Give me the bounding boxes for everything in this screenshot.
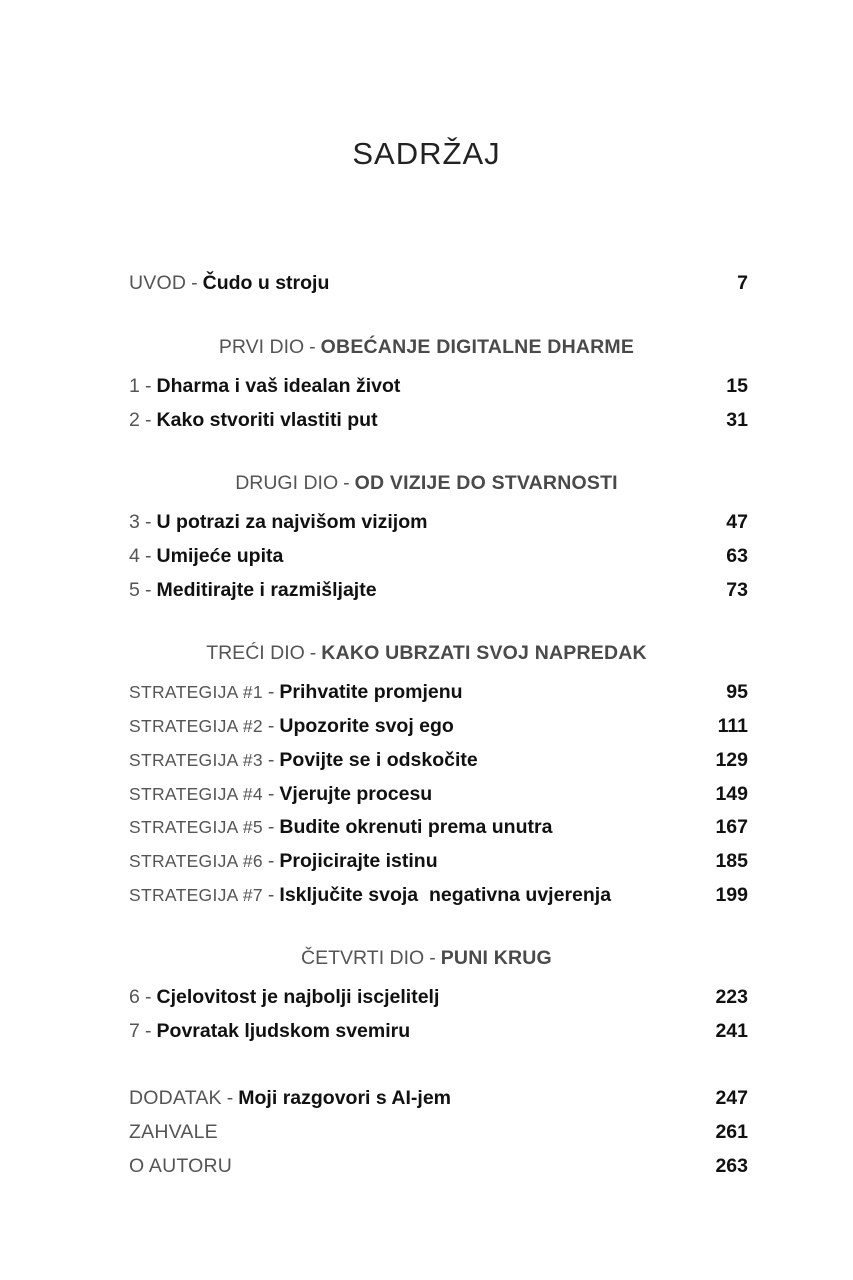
entry-page-number: 111: [717, 715, 748, 737]
entry-prefix: 2: [129, 409, 141, 431]
toc-entry-about-author[interactable]: [129, 1155, 748, 1185]
entry-title: Isključite svoja negativna uvjerenja: [279, 884, 612, 906]
part-heading-3[interactable]: [0, 642, 853, 665]
entry-separator: -: [267, 749, 275, 771]
entry-page-number: 241: [715, 1020, 748, 1042]
entry-prefix: STRATEGIJA #2: [129, 716, 263, 736]
entry-prefix: 7: [129, 1020, 141, 1042]
entry-page-number: 73: [726, 579, 748, 601]
part-title: OBEĆANJE DIGITALNE DHARME: [320, 336, 635, 358]
entry-title: Povijte se i odskočite: [279, 749, 478, 771]
entry-separator: -: [267, 681, 275, 703]
toc-entry-chapter-2[interactable]: [129, 409, 748, 439]
entry-separator: -: [145, 409, 152, 431]
page-title: SADRŽAJ: [352, 136, 501, 171]
entry-title: U potrazi za najvišom vizijom: [156, 511, 428, 533]
entry-title: Projicirajte istinu: [279, 850, 438, 872]
toc-entry-chapter-5[interactable]: [129, 579, 748, 609]
entry-prefix: 4: [129, 545, 141, 567]
entry-prefix: STRATEGIJA #5: [129, 817, 263, 837]
toc-entry-appendix[interactable]: [129, 1087, 748, 1117]
toc-entry-acknowledgements[interactable]: [129, 1121, 748, 1151]
toc-entry-chapter-4[interactable]: [129, 545, 748, 575]
entry-page-number: 95: [726, 681, 748, 703]
part-separator: -: [343, 472, 350, 494]
entry-separator: -: [226, 1087, 234, 1109]
entry-prefix: STRATEGIJA #3: [129, 750, 263, 770]
entry-prefix: O AUTORU: [129, 1155, 233, 1177]
entry-prefix: STRATEGIJA #6: [129, 851, 263, 871]
entry-separator: -: [145, 511, 152, 533]
part-heading-4[interactable]: [0, 947, 853, 970]
entry-title: Upozorite svoj ego: [279, 715, 454, 737]
entry-title: Umijeće upita: [156, 545, 284, 567]
part-label: TREĆI DIO: [206, 642, 305, 664]
entry-page-number: 261: [715, 1121, 748, 1143]
entry-separator: -: [191, 272, 198, 294]
entry-separator: -: [267, 715, 275, 737]
part-title: OD VIZIJE DO STVARNOSTI: [354, 472, 618, 494]
entry-title: Kako stvoriti vlastiti put: [156, 409, 378, 431]
part-separator: -: [309, 642, 317, 664]
entry-page-number: 199: [715, 884, 748, 906]
entry-title: Budite okrenuti prema unutra: [279, 816, 553, 838]
toc-entry-intro[interactable]: [129, 272, 748, 302]
toc-entry-strategy-3[interactable]: [129, 749, 748, 779]
entry-prefix: 6: [129, 986, 141, 1008]
entry-prefix: 5: [129, 579, 141, 601]
entry-page-number: 223: [715, 986, 748, 1008]
toc-entry-strategy-2[interactable]: [129, 715, 748, 745]
part-heading-1[interactable]: [0, 336, 853, 359]
part-separator: -: [429, 947, 436, 969]
part-title: KAKO UBRZATI SVOJ NAPREDAK: [321, 642, 647, 664]
entry-page-number: 247: [715, 1087, 748, 1109]
entry-page-number: 7: [737, 272, 748, 294]
part-label: PRVI DIO: [218, 336, 305, 358]
entry-separator: -: [145, 545, 152, 567]
entry-separator: -: [145, 579, 152, 601]
entry-prefix: STRATEGIJA #1: [129, 682, 263, 702]
entry-page-number: 47: [726, 511, 748, 533]
toc-entry-chapter-3[interactable]: [129, 511, 748, 541]
entry-page-number: 263: [715, 1155, 748, 1177]
entry-title: Povratak ljudskom svemiru: [156, 1020, 411, 1042]
toc-entry-chapter-7[interactable]: [129, 1020, 748, 1050]
entry-prefix: STRATEGIJA #4: [129, 784, 263, 804]
entry-prefix: 3: [129, 511, 141, 533]
entry-separator: -: [267, 850, 275, 872]
entry-title: Cjelovitost je najbolji iscjelitelj: [156, 986, 440, 1008]
part-separator: -: [309, 336, 316, 358]
toc-entry-strategy-7[interactable]: [129, 884, 748, 914]
entry-separator: -: [267, 816, 275, 838]
entry-page-number: 185: [715, 850, 748, 872]
toc-entry-strategy-4[interactable]: [129, 783, 748, 813]
entry-page-number: 149: [715, 783, 748, 805]
entry-prefix: 1: [129, 375, 141, 397]
entry-separator: -: [145, 986, 152, 1008]
part-label: ČETVRTI DIO: [301, 947, 425, 969]
toc-entry-strategy-1[interactable]: [129, 681, 748, 711]
entry-page-number: 63: [726, 545, 748, 567]
entry-prefix: UVOD: [129, 272, 187, 294]
part-title: PUNI KRUG: [440, 947, 552, 969]
entry-prefix: ZAHVALE: [129, 1121, 218, 1143]
entry-page-number: 31: [726, 409, 748, 431]
entry-separator: -: [145, 1020, 152, 1042]
entry-prefix: DODATAK: [129, 1087, 222, 1109]
entry-title: Prihvatite promjenu: [279, 681, 463, 703]
entry-title: Čudo u stroju: [202, 272, 330, 294]
toc-entry-strategy-5[interactable]: [129, 816, 748, 846]
part-label: DRUGI DIO: [235, 472, 339, 494]
entry-separator: -: [145, 375, 152, 397]
entry-title: Meditirajte i razmišljajte: [156, 579, 377, 601]
entry-page-number: 129: [715, 749, 748, 771]
entry-separator: -: [267, 783, 275, 805]
entry-separator: -: [267, 884, 275, 906]
entry-title: Moji razgovori s AI-jem: [238, 1087, 452, 1109]
entry-title: Vjerujte procesu: [279, 783, 433, 805]
toc-entry-strategy-6[interactable]: [129, 850, 748, 880]
entry-page-number: 167: [715, 816, 748, 838]
toc-entry-chapter-6[interactable]: [129, 986, 748, 1016]
entry-page-number: 15: [726, 375, 748, 397]
entry-prefix: STRATEGIJA #7: [129, 885, 263, 905]
part-heading-2[interactable]: [0, 472, 853, 495]
toc-entry-chapter-1[interactable]: [129, 375, 748, 405]
entry-title: Dharma i vaš idealan život: [156, 375, 401, 397]
